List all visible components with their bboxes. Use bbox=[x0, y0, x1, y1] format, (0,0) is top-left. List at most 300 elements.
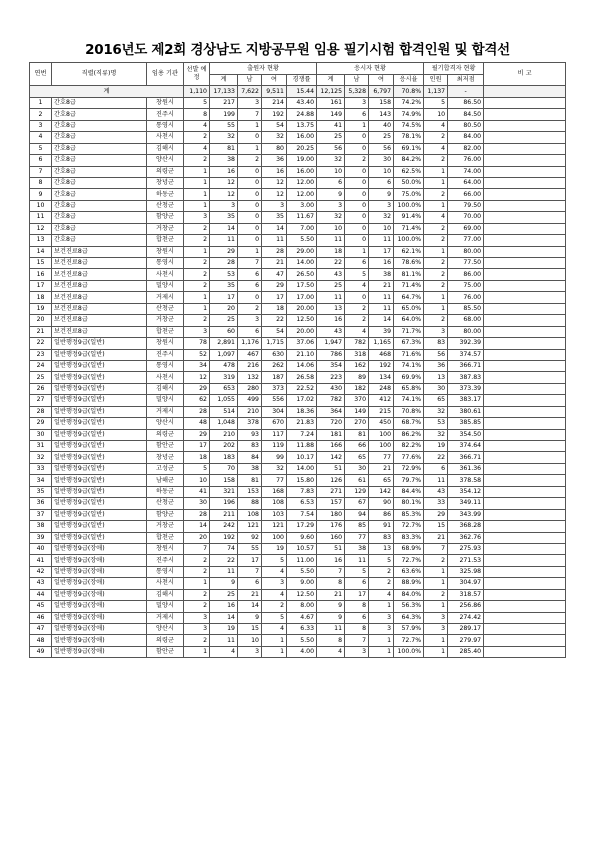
cell-agency: 의령군 bbox=[147, 635, 184, 646]
header-a-female: 여 bbox=[262, 75, 287, 86]
cell-comp: 3.00 bbox=[287, 200, 317, 211]
cell-e-total: 43 bbox=[317, 326, 345, 337]
cell-rate: 72.9% bbox=[394, 463, 424, 474]
cell-job: 일반행정9급(장애) bbox=[52, 624, 147, 635]
cell-p-count: 1 bbox=[424, 166, 448, 177]
cell-agency: 거창군 bbox=[147, 223, 184, 234]
cell-a-male: 93 bbox=[238, 429, 262, 440]
table-row bbox=[30, 646, 566, 657]
cell-a-total: 319 bbox=[210, 372, 238, 383]
cell-e-total: 223 bbox=[317, 372, 345, 383]
cell-p-count: 1 bbox=[424, 200, 448, 211]
table-row bbox=[30, 555, 566, 566]
cell-a-male: 210 bbox=[238, 406, 262, 417]
cell-a-total: 3 bbox=[210, 200, 238, 211]
cell-rate: 56.3% bbox=[394, 601, 424, 612]
cell-no: 12 bbox=[30, 223, 52, 234]
cell-e-total: 43 bbox=[317, 269, 345, 280]
cell-e-total: 13 bbox=[317, 303, 345, 314]
cell-remarks bbox=[484, 406, 566, 417]
cell-comp: 12.00 bbox=[287, 189, 317, 200]
cell-e-male: 3 bbox=[345, 97, 369, 108]
cell-e-total: 430 bbox=[317, 383, 345, 394]
cell-planned: 62 bbox=[184, 395, 210, 406]
table-row bbox=[30, 406, 566, 417]
cell-no: 28 bbox=[30, 406, 52, 417]
cell-job: 간호8급 bbox=[52, 109, 147, 120]
cell-a-female: 4 bbox=[262, 624, 287, 635]
cell-planned: 1 bbox=[184, 292, 210, 303]
cell-a-total: 32 bbox=[210, 132, 238, 143]
cell-planned: 34 bbox=[184, 360, 210, 371]
cell-agency: 거제시 bbox=[147, 406, 184, 417]
cell-comp: 11.00 bbox=[287, 555, 317, 566]
cell-cutoff: 80.00 bbox=[448, 246, 484, 257]
cell-cutoff: 66.00 bbox=[448, 189, 484, 200]
cell-job: 보건진료8급 bbox=[52, 326, 147, 337]
cell-e-total: 271 bbox=[317, 486, 345, 497]
cell-a-total: 35 bbox=[210, 280, 238, 291]
cell-rate: 71.7% bbox=[394, 326, 424, 337]
cell-remarks bbox=[484, 200, 566, 211]
table-row bbox=[30, 475, 566, 486]
cell-a-total: 25 bbox=[210, 315, 238, 326]
cell-e-female: 1 bbox=[369, 601, 394, 612]
cell-cutoff: 74.00 bbox=[448, 166, 484, 177]
cell-comp: 15.80 bbox=[287, 475, 317, 486]
cell-p-count: 53 bbox=[424, 418, 448, 429]
cell-job: 일반행정9급(일반) bbox=[52, 521, 147, 532]
cell-planned: 2 bbox=[184, 566, 210, 577]
cell-rate: 70.8% bbox=[394, 406, 424, 417]
cell-e-male: 2 bbox=[345, 303, 369, 314]
cell-cutoff: 318.57 bbox=[448, 589, 484, 600]
cell-rate: 77.6% bbox=[394, 452, 424, 463]
cell-agency: 양산시 bbox=[147, 155, 184, 166]
cell-agency: 밀양시 bbox=[147, 280, 184, 291]
cell-no: 22 bbox=[30, 338, 52, 349]
cell-remarks bbox=[484, 132, 566, 143]
cell-agency: 고성군 bbox=[147, 463, 184, 474]
cell-e-male: 162 bbox=[345, 360, 369, 371]
cell-e-female: 39 bbox=[369, 326, 394, 337]
cell-a-male: 1,176 bbox=[238, 338, 262, 349]
cell-e-male: 17 bbox=[345, 589, 369, 600]
cell-e-total: 11 bbox=[317, 624, 345, 635]
cell-p-count: 1 bbox=[424, 601, 448, 612]
cell-rate: 65.8% bbox=[394, 383, 424, 394]
cell-agency: 창녕군 bbox=[147, 177, 184, 188]
cell-remarks bbox=[484, 475, 566, 486]
cell-comp: 19.00 bbox=[287, 155, 317, 166]
cell-e-male: 6 bbox=[345, 578, 369, 589]
table-row bbox=[30, 109, 566, 120]
header-p-cutoff: 최저점 bbox=[448, 75, 484, 86]
cell-job: 간호8급 bbox=[52, 166, 147, 177]
cell-cutoff: 285.40 bbox=[448, 646, 484, 657]
cell-a-total: 60 bbox=[210, 326, 238, 337]
cell-agency: 하동군 bbox=[147, 189, 184, 200]
cell-p-count: 4 bbox=[424, 212, 448, 223]
cell-e-female: 10 bbox=[369, 166, 394, 177]
cell-a-female: 5 bbox=[262, 555, 287, 566]
cell-e-female: 142 bbox=[369, 486, 394, 497]
table-row bbox=[30, 635, 566, 646]
table-row bbox=[30, 612, 566, 623]
cell-rate: 84.2% bbox=[394, 155, 424, 166]
cell-a-male: 132 bbox=[238, 372, 262, 383]
cell-remarks bbox=[484, 463, 566, 474]
cell-a-female: 19 bbox=[262, 543, 287, 554]
cell-e-male: 89 bbox=[345, 372, 369, 383]
cell-job: 간호8급 bbox=[52, 120, 147, 131]
cell-e-total: 181 bbox=[317, 429, 345, 440]
cell-cutoff: 82.00 bbox=[448, 143, 484, 154]
cell-a-male: 0 bbox=[238, 166, 262, 177]
cell-e-male: 0 bbox=[345, 177, 369, 188]
cell-remarks bbox=[484, 635, 566, 646]
cell-a-female: 121 bbox=[262, 521, 287, 532]
cell-p-count: 1 bbox=[424, 646, 448, 657]
table-row bbox=[30, 532, 566, 543]
cell-e-total: 786 bbox=[317, 349, 345, 360]
table-row bbox=[30, 280, 566, 291]
header-examinees: 응시자 현황 bbox=[317, 63, 424, 75]
cell-comp: 12.50 bbox=[287, 589, 317, 600]
header-e-total: 계 bbox=[317, 75, 345, 86]
cell-a-male: 83 bbox=[238, 441, 262, 452]
cell-comp: 13.75 bbox=[287, 120, 317, 131]
cell-e-female: 412 bbox=[369, 395, 394, 406]
cell-cutoff: 86.50 bbox=[448, 97, 484, 108]
cell-a-male: 0 bbox=[238, 132, 262, 143]
cell-a-male: 7 bbox=[238, 109, 262, 120]
cell-e-male: 6 bbox=[345, 258, 369, 269]
cell-job: 일반행정9급(일반) bbox=[52, 406, 147, 417]
cell-a-female: 4 bbox=[262, 589, 287, 600]
cell-p-count: 2 bbox=[424, 555, 448, 566]
cell-remarks bbox=[484, 566, 566, 577]
cell-agency: 거제시 bbox=[147, 612, 184, 623]
cell-remarks bbox=[484, 315, 566, 326]
table-row bbox=[30, 498, 566, 509]
cell-rate: 78.6% bbox=[394, 258, 424, 269]
cell-a-male: 10 bbox=[238, 635, 262, 646]
cell-a-male: 6 bbox=[238, 578, 262, 589]
cell-agency: 통영시 bbox=[147, 566, 184, 577]
cell-e-male: 370 bbox=[345, 395, 369, 406]
cell-cutoff: 80.50 bbox=[448, 120, 484, 131]
cell-p-count: 3 bbox=[424, 326, 448, 337]
cell-remarks bbox=[484, 97, 566, 108]
header-e-male: 남 bbox=[345, 75, 369, 86]
cell-comp: 21.10 bbox=[287, 349, 317, 360]
table-row bbox=[30, 132, 566, 143]
cell-job: 보건진료8급 bbox=[52, 280, 147, 291]
cell-rate: 67.3% bbox=[394, 338, 424, 349]
cell-e-male: 0 bbox=[345, 235, 369, 246]
cell-cutoff: 77.50 bbox=[448, 258, 484, 269]
table-row bbox=[30, 200, 566, 211]
cell-rate: 83.3% bbox=[394, 532, 424, 543]
cell-a-total: 4 bbox=[210, 646, 238, 657]
cell-p-count: 56 bbox=[424, 349, 448, 360]
cell-rate: 100.0% bbox=[394, 646, 424, 657]
cell-e-male: 270 bbox=[345, 418, 369, 429]
cell-remarks bbox=[484, 612, 566, 623]
cell-rate: 71.4% bbox=[394, 223, 424, 234]
cell-job: 간호8급 bbox=[52, 97, 147, 108]
cell-rate: 68.7% bbox=[394, 418, 424, 429]
cell-no: 16 bbox=[30, 269, 52, 280]
cell-a-female: 3 bbox=[262, 200, 287, 211]
cell-p-count: 21 bbox=[424, 532, 448, 543]
cell-rate: 100.0% bbox=[394, 235, 424, 246]
table-row bbox=[30, 383, 566, 394]
cell-remarks bbox=[484, 555, 566, 566]
cell-remarks bbox=[484, 601, 566, 612]
header-e-female: 여 bbox=[369, 75, 394, 86]
cell-a-total: 17 bbox=[210, 292, 238, 303]
cell-comp: 11.67 bbox=[287, 212, 317, 223]
table-row bbox=[30, 566, 566, 577]
cell-rate: 71.4% bbox=[394, 280, 424, 291]
cell-a-male: 1 bbox=[238, 143, 262, 154]
cell-a-female: 2 bbox=[262, 601, 287, 612]
cell-a-total: 81 bbox=[210, 143, 238, 154]
cell-a-female: 28 bbox=[262, 246, 287, 257]
cell-job: 간호8급 bbox=[52, 189, 147, 200]
cell-no: 35 bbox=[30, 486, 52, 497]
cell-remarks bbox=[484, 326, 566, 337]
cell-rate: 63.6% bbox=[394, 566, 424, 577]
cell-planned: 28 bbox=[184, 509, 210, 520]
cell-agency: 김해시 bbox=[147, 143, 184, 154]
cell-p-count: 4 bbox=[424, 120, 448, 131]
cell-e-female: 91 bbox=[369, 521, 394, 532]
cell-a-total: 22 bbox=[210, 555, 238, 566]
cell-e-female: 9 bbox=[369, 189, 394, 200]
cell-a-male: 0 bbox=[238, 177, 262, 188]
cell-comp: 17.00 bbox=[287, 292, 317, 303]
cell-a-male: 499 bbox=[238, 395, 262, 406]
cell-a-male: 2 bbox=[238, 303, 262, 314]
cell-planned: 3 bbox=[184, 624, 210, 635]
cell-comp: 20.00 bbox=[287, 303, 317, 314]
cell-e-total: 176 bbox=[317, 521, 345, 532]
cell-no: 10 bbox=[30, 200, 52, 211]
cell-job: 일반행정9급(장애) bbox=[52, 646, 147, 657]
cell-e-total: 142 bbox=[317, 452, 345, 463]
cell-a-male: 378 bbox=[238, 418, 262, 429]
cell-comp: 10.17 bbox=[287, 452, 317, 463]
cell-planned: 29 bbox=[184, 429, 210, 440]
cell-e-total: 180 bbox=[317, 509, 345, 520]
cell-a-total: 217 bbox=[210, 97, 238, 108]
cell-a-female: 119 bbox=[262, 441, 287, 452]
cell-remarks bbox=[484, 109, 566, 120]
cell-e-total: 21 bbox=[317, 589, 345, 600]
cell-remarks bbox=[484, 338, 566, 349]
cell-p-count: 32 bbox=[424, 406, 448, 417]
cell-a-male: 84 bbox=[238, 452, 262, 463]
table-row bbox=[30, 418, 566, 429]
cell-a-male: 38 bbox=[238, 463, 262, 474]
cell-agency: 사천시 bbox=[147, 372, 184, 383]
cell-comp: 16.00 bbox=[287, 132, 317, 143]
cell-remarks bbox=[484, 418, 566, 429]
cell-e-total: 51 bbox=[317, 463, 345, 474]
cell-no: 23 bbox=[30, 349, 52, 360]
cell-e-female: 3 bbox=[369, 612, 394, 623]
cell-a-female: 187 bbox=[262, 372, 287, 383]
cell-e-female: 65 bbox=[369, 475, 394, 486]
cell-a-female: 100 bbox=[262, 532, 287, 543]
cell-a-female: 1,715 bbox=[262, 338, 287, 349]
cell-no: 17 bbox=[30, 280, 52, 291]
cell-agency: 거창군 bbox=[147, 315, 184, 326]
table-row bbox=[30, 223, 566, 234]
cell-e-male: 0 bbox=[345, 166, 369, 177]
cell-p-count: 1 bbox=[424, 246, 448, 257]
cell-a-female: 5 bbox=[262, 612, 287, 623]
cell-e-female: 2 bbox=[369, 566, 394, 577]
cell-e-total: 11 bbox=[317, 292, 345, 303]
cell-p-count: 22 bbox=[424, 452, 448, 463]
cell-remarks bbox=[484, 360, 566, 371]
cell-e-female: 158 bbox=[369, 97, 394, 108]
cell-p-count: 1 bbox=[424, 177, 448, 188]
cell-rate: 84.0% bbox=[394, 589, 424, 600]
table-row bbox=[30, 269, 566, 280]
cell-no: 36 bbox=[30, 498, 52, 509]
cell-remarks bbox=[484, 395, 566, 406]
cell-no: 1 bbox=[30, 97, 52, 108]
cell-a-total: 202 bbox=[210, 441, 238, 452]
cell-a-female: 192 bbox=[262, 109, 287, 120]
cell-p-count: 2 bbox=[424, 155, 448, 166]
cell-comp: 11.88 bbox=[287, 441, 317, 452]
cell-remarks bbox=[484, 372, 566, 383]
cell-rate: 57.9% bbox=[394, 624, 424, 635]
cell-rate: 79.7% bbox=[394, 475, 424, 486]
total-label: 계 bbox=[30, 86, 184, 97]
cell-remarks bbox=[484, 452, 566, 463]
cell-no: 3 bbox=[30, 120, 52, 131]
cell-job: 보건진료8급 bbox=[52, 292, 147, 303]
cell-e-male: 65 bbox=[345, 452, 369, 463]
cell-job: 간호8급 bbox=[52, 200, 147, 211]
cell-rate: 50.0% bbox=[394, 177, 424, 188]
cell-comp: 17.29 bbox=[287, 521, 317, 532]
cell-planned: 2 bbox=[184, 269, 210, 280]
cell-e-female: 16 bbox=[369, 258, 394, 269]
cell-a-female: 47 bbox=[262, 269, 287, 280]
cell-agency: 진주시 bbox=[147, 349, 184, 360]
cell-a-total: 192 bbox=[210, 532, 238, 543]
cell-cutoff: 354.50 bbox=[448, 429, 484, 440]
cell-job: 일반행정9급(장애) bbox=[52, 612, 147, 623]
cell-job: 일반행정9급(장애) bbox=[52, 635, 147, 646]
cell-rate: 72.7% bbox=[394, 555, 424, 566]
cell-planned: 2 bbox=[184, 635, 210, 646]
table-row bbox=[30, 212, 566, 223]
cell-agency: 함양군 bbox=[147, 212, 184, 223]
cell-e-female: 4 bbox=[369, 589, 394, 600]
total-a-total: 17,133 bbox=[210, 86, 238, 97]
results-table bbox=[29, 62, 566, 658]
cell-agency: 의령군 bbox=[147, 166, 184, 177]
cell-a-male: 6 bbox=[238, 269, 262, 280]
cell-job: 일반행정9급(장애) bbox=[52, 578, 147, 589]
cell-a-male: 2 bbox=[238, 155, 262, 166]
cell-no: 48 bbox=[30, 635, 52, 646]
cell-p-count: 13 bbox=[424, 372, 448, 383]
cell-e-male: 66 bbox=[345, 441, 369, 452]
cell-job: 일반행정9급(일반) bbox=[52, 452, 147, 463]
cell-a-female: 35 bbox=[262, 212, 287, 223]
cell-e-female: 3 bbox=[369, 200, 394, 211]
cell-planned: 4 bbox=[184, 143, 210, 154]
cell-a-male: 15 bbox=[238, 624, 262, 635]
cell-rate: 74.2% bbox=[394, 97, 424, 108]
cell-e-male: 2 bbox=[345, 315, 369, 326]
cell-agency: 진주시 bbox=[147, 109, 184, 120]
cell-e-female: 10 bbox=[369, 223, 394, 234]
cell-a-female: 1 bbox=[262, 646, 287, 657]
cell-comp: 18.36 bbox=[287, 406, 317, 417]
cell-no: 21 bbox=[30, 326, 52, 337]
cell-comp: 14.06 bbox=[287, 360, 317, 371]
cell-e-total: 782 bbox=[317, 395, 345, 406]
cell-a-female: 4 bbox=[262, 566, 287, 577]
table-row bbox=[30, 463, 566, 474]
cell-remarks bbox=[484, 258, 566, 269]
cell-a-male: 6 bbox=[238, 326, 262, 337]
cell-comp: 10.57 bbox=[287, 543, 317, 554]
cell-cutoff: 79.50 bbox=[448, 200, 484, 211]
total-rate: 70.8% bbox=[394, 86, 424, 97]
cell-job: 일반행정9급(일반) bbox=[52, 509, 147, 520]
cell-agency: 창원시 bbox=[147, 97, 184, 108]
cell-e-female: 248 bbox=[369, 383, 394, 394]
cell-rate: 75.0% bbox=[394, 189, 424, 200]
table-row bbox=[30, 303, 566, 314]
cell-a-total: 514 bbox=[210, 406, 238, 417]
cell-no: 31 bbox=[30, 441, 52, 452]
cell-e-female: 215 bbox=[369, 406, 394, 417]
cell-e-total: 10 bbox=[317, 166, 345, 177]
cell-agency: 산청군 bbox=[147, 498, 184, 509]
cell-planned: 1 bbox=[184, 578, 210, 589]
cell-a-total: 12 bbox=[210, 177, 238, 188]
cell-a-female: 556 bbox=[262, 395, 287, 406]
cell-a-total: 653 bbox=[210, 383, 238, 394]
cell-cutoff: 385.85 bbox=[448, 418, 484, 429]
cell-p-count: 6 bbox=[424, 463, 448, 474]
cell-a-male: 3 bbox=[238, 646, 262, 657]
cell-remarks bbox=[484, 349, 566, 360]
cell-planned: 29 bbox=[184, 383, 210, 394]
cell-cutoff: 85.50 bbox=[448, 303, 484, 314]
cell-a-female: 29 bbox=[262, 280, 287, 291]
cell-no: 9 bbox=[30, 189, 52, 200]
cell-a-female: 22 bbox=[262, 315, 287, 326]
cell-e-male: 7 bbox=[345, 635, 369, 646]
cell-rate: 81.1% bbox=[394, 269, 424, 280]
cell-a-total: 1,055 bbox=[210, 395, 238, 406]
cell-no: 19 bbox=[30, 303, 52, 314]
